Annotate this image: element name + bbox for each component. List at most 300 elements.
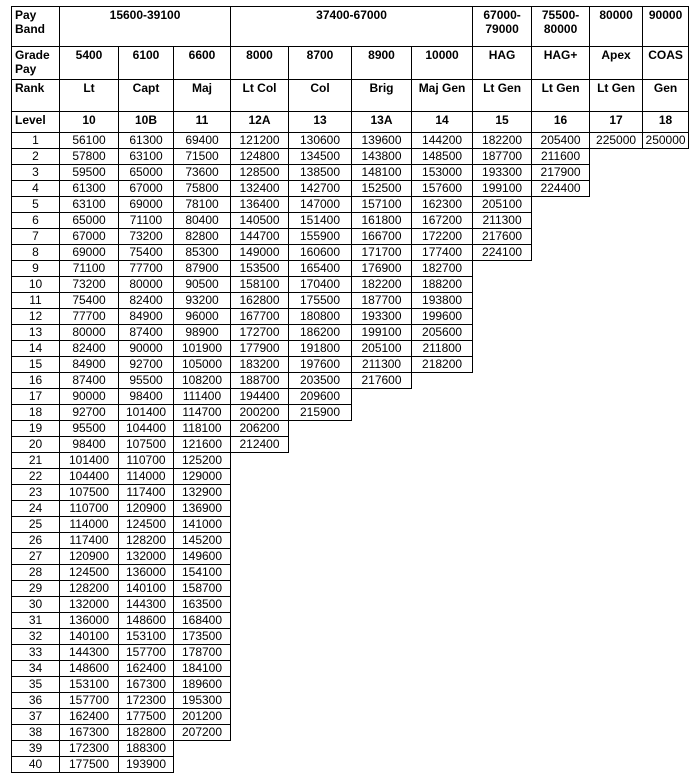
pay-cell: 217600 [473, 229, 532, 245]
empty-cell [352, 613, 412, 629]
table-row [12, 517, 689, 533]
empty-cell [352, 485, 412, 501]
table-row [12, 693, 689, 709]
pay-cell: 211300 [473, 213, 532, 229]
pay-band-row [12, 7, 689, 47]
grade-pay-row [12, 47, 689, 80]
empty-cell [532, 757, 590, 773]
pay-cell: 108200 [174, 373, 231, 389]
empty-cell [532, 517, 590, 533]
pay-cell: 69400 [174, 133, 231, 149]
empty-cell [412, 373, 473, 389]
pay-cell: 82800 [174, 229, 231, 245]
row-index: 19 [12, 421, 60, 437]
empty-cell [412, 437, 473, 453]
empty-cell [643, 437, 689, 453]
level-cell: 13A [352, 112, 412, 133]
pay-cell: 65000 [60, 213, 119, 229]
row-index: 26 [12, 533, 60, 549]
empty-cell [532, 389, 590, 405]
empty-cell [352, 453, 412, 469]
table-row [12, 421, 689, 437]
level-cell: 10B [119, 112, 174, 133]
table-row [12, 645, 689, 661]
table-row [12, 597, 689, 613]
empty-cell [473, 709, 532, 725]
pay-cell: 96000 [174, 309, 231, 325]
pay-cell: 211300 [352, 357, 412, 373]
pay-cell: 136400 [231, 197, 289, 213]
pay-cell: 59500 [60, 165, 119, 181]
empty-cell [643, 581, 689, 597]
empty-cell [643, 613, 689, 629]
table-row [12, 293, 689, 309]
empty-cell [412, 581, 473, 597]
pay-cell: 157600 [412, 181, 473, 197]
table-row [12, 325, 689, 341]
empty-cell [473, 309, 532, 325]
pay-cell: 92700 [119, 357, 174, 373]
pay-cell: 140100 [60, 629, 119, 645]
row-index: 7 [12, 229, 60, 245]
empty-cell [473, 469, 532, 485]
empty-cell [643, 293, 689, 309]
empty-cell [352, 469, 412, 485]
pay-cell: 98400 [119, 389, 174, 405]
empty-cell [643, 277, 689, 293]
empty-cell [289, 421, 352, 437]
empty-cell [289, 517, 352, 533]
empty-cell [231, 453, 289, 469]
empty-cell [643, 469, 689, 485]
pay-cell: 176900 [352, 261, 412, 277]
row-index: 1 [12, 133, 60, 149]
empty-cell [643, 357, 689, 373]
empty-cell [352, 581, 412, 597]
table-row [12, 277, 689, 293]
empty-cell [643, 181, 689, 197]
table-row [12, 677, 689, 693]
pay-cell: 118100 [174, 421, 231, 437]
empty-cell [590, 517, 643, 533]
empty-cell [473, 485, 532, 501]
level-cell: 18 [643, 112, 689, 133]
empty-cell [352, 437, 412, 453]
table-row [12, 197, 689, 213]
empty-cell [412, 661, 473, 677]
pay-cell: 203500 [289, 373, 352, 389]
pay-cell: 138500 [289, 165, 352, 181]
empty-cell [231, 549, 289, 565]
empty-cell [473, 549, 532, 565]
pay-cell: 105000 [174, 357, 231, 373]
empty-cell [473, 757, 532, 773]
grade-pay-cell: Apex [590, 47, 643, 80]
empty-cell [352, 405, 412, 421]
empty-cell [231, 629, 289, 645]
pay-cell: 144300 [119, 597, 174, 613]
pay-cell: 162400 [60, 709, 119, 725]
rank-row [12, 80, 689, 112]
pay-cell: 75400 [119, 245, 174, 261]
pay-cell: 195300 [174, 693, 231, 709]
empty-cell [532, 629, 590, 645]
pay-cell: 153000 [412, 165, 473, 181]
pay-cell: 98400 [60, 437, 119, 453]
empty-cell [412, 565, 473, 581]
table-row [12, 549, 689, 565]
pay-cell: 132000 [119, 549, 174, 565]
row-index: 40 [12, 757, 60, 773]
empty-cell [643, 421, 689, 437]
empty-cell [231, 725, 289, 741]
table-row [12, 501, 689, 517]
pay-cell: 92700 [60, 405, 119, 421]
pay-band-cell: 15600-39100 [60, 7, 231, 47]
pay-cell: 215900 [289, 405, 352, 421]
pay-cell: 177500 [119, 709, 174, 725]
empty-cell [643, 149, 689, 165]
pay-cell: 110700 [60, 501, 119, 517]
pay-cell: 206200 [231, 421, 289, 437]
empty-cell [643, 341, 689, 357]
empty-cell [473, 437, 532, 453]
pay-cell: 178700 [174, 645, 231, 661]
pay-cell: 224400 [532, 181, 590, 197]
pay-cell: 200200 [231, 405, 289, 421]
pay-cell: 65000 [119, 165, 174, 181]
empty-cell [590, 245, 643, 261]
pay-cell: 188700 [231, 373, 289, 389]
empty-cell [532, 405, 590, 421]
empty-cell [473, 325, 532, 341]
pay-cell: 148600 [60, 661, 119, 677]
grade-pay-cell: 5400 [60, 47, 119, 80]
pay-cell: 107500 [60, 485, 119, 501]
empty-cell [643, 597, 689, 613]
empty-cell [532, 533, 590, 549]
row-index: 35 [12, 677, 60, 693]
grade-pay-cell: 6600 [174, 47, 231, 80]
empty-cell [352, 501, 412, 517]
row-index: 22 [12, 469, 60, 485]
pay-cell: 73200 [60, 277, 119, 293]
empty-cell [473, 565, 532, 581]
pay-cell: 114000 [60, 517, 119, 533]
row-index: 18 [12, 405, 60, 421]
pay-cell: 128200 [60, 581, 119, 597]
empty-cell [412, 741, 473, 757]
empty-cell [532, 261, 590, 277]
empty-cell [590, 597, 643, 613]
empty-cell [643, 325, 689, 341]
pay-cell: 77700 [60, 309, 119, 325]
grade-pay-cell: 6100 [119, 47, 174, 80]
pay-cell: 197600 [289, 357, 352, 373]
pay-cell: 93200 [174, 293, 231, 309]
empty-cell [643, 517, 689, 533]
pay-cell: 167300 [60, 725, 119, 741]
row-index: 15 [12, 357, 60, 373]
pay-cell: 143800 [352, 149, 412, 165]
row-index: 34 [12, 661, 60, 677]
empty-cell [412, 533, 473, 549]
pay-cell: 147000 [289, 197, 352, 213]
empty-cell [590, 565, 643, 581]
pay-cell: 61300 [60, 181, 119, 197]
empty-cell [590, 485, 643, 501]
empty-cell [590, 277, 643, 293]
rank-cell: Lt Gen [473, 80, 532, 112]
empty-cell [643, 677, 689, 693]
empty-cell [289, 741, 352, 757]
empty-cell [590, 757, 643, 773]
pay-cell: 218200 [412, 357, 473, 373]
empty-cell [643, 245, 689, 261]
level-cell: 10 [60, 112, 119, 133]
empty-cell [289, 757, 352, 773]
table-row [12, 261, 689, 277]
empty-cell [473, 629, 532, 645]
pay-cell: 205100 [473, 197, 532, 213]
empty-cell [289, 581, 352, 597]
empty-cell [532, 741, 590, 757]
empty-cell [352, 629, 412, 645]
pay-cell: 120900 [119, 501, 174, 517]
empty-cell [532, 197, 590, 213]
row-index: 38 [12, 725, 60, 741]
empty-cell [352, 597, 412, 613]
table-row [12, 341, 689, 357]
empty-cell [643, 213, 689, 229]
row-index: 20 [12, 437, 60, 453]
rank-cell: Maj [174, 80, 231, 112]
pay-cell: 95500 [119, 373, 174, 389]
row-index: 6 [12, 213, 60, 229]
pay-cell: 168400 [174, 613, 231, 629]
table-row [12, 181, 689, 197]
pay-matrix-container [11, 6, 689, 773]
pay-cell: 128200 [119, 533, 174, 549]
pay-cell: 101900 [174, 341, 231, 357]
pay-cell: 188200 [412, 277, 473, 293]
empty-cell [412, 757, 473, 773]
empty-cell [231, 757, 289, 773]
empty-cell [412, 629, 473, 645]
empty-cell [289, 501, 352, 517]
empty-cell [643, 645, 689, 661]
pay-cell: 128500 [231, 165, 289, 181]
empty-cell [412, 453, 473, 469]
rank-cell: Brig [352, 80, 412, 112]
empty-cell [352, 517, 412, 533]
pay-cell: 193300 [473, 165, 532, 181]
pay-cell: 139600 [352, 133, 412, 149]
pay-cell: 163500 [174, 597, 231, 613]
empty-cell [643, 389, 689, 405]
row-index: 29 [12, 581, 60, 597]
empty-cell [352, 661, 412, 677]
grade-pay-cell: 8000 [231, 47, 289, 80]
empty-cell [352, 741, 412, 757]
pay-cell: 205600 [412, 325, 473, 341]
empty-cell [352, 725, 412, 741]
rank-cell: Col [289, 80, 352, 112]
pay-cell: 84900 [119, 309, 174, 325]
pay-cell: 63100 [119, 149, 174, 165]
pay-cell: 124500 [119, 517, 174, 533]
pay-cell: 199100 [473, 181, 532, 197]
empty-cell [532, 581, 590, 597]
pay-cell: 85300 [174, 245, 231, 261]
pay-cell: 155900 [289, 229, 352, 245]
pay-cell: 82400 [60, 341, 119, 357]
empty-cell [590, 741, 643, 757]
pay-cell: 171700 [352, 245, 412, 261]
pay-cell: 87400 [119, 325, 174, 341]
table-row [12, 533, 689, 549]
pay-cell: 78100 [174, 197, 231, 213]
empty-cell [412, 501, 473, 517]
table-row [12, 565, 689, 581]
empty-cell [532, 213, 590, 229]
empty-cell [412, 725, 473, 741]
rank-cell: Gen [643, 80, 689, 112]
pay-cell: 71500 [174, 149, 231, 165]
table-row [12, 757, 689, 773]
empty-cell [590, 437, 643, 453]
pay-cell: 180800 [289, 309, 352, 325]
empty-cell [289, 597, 352, 613]
pay-cell: 183200 [231, 357, 289, 373]
table-row [12, 389, 689, 405]
empty-cell [532, 293, 590, 309]
table-row [12, 629, 689, 645]
pay-cell: 177400 [412, 245, 473, 261]
pay-cell: 172300 [119, 693, 174, 709]
pay-cell: 69000 [119, 197, 174, 213]
empty-cell [643, 501, 689, 517]
pay-cell: 80400 [174, 213, 231, 229]
empty-cell [231, 597, 289, 613]
empty-cell [643, 725, 689, 741]
row-index: 33 [12, 645, 60, 661]
empty-cell [412, 693, 473, 709]
empty-cell [590, 501, 643, 517]
empty-cell [532, 245, 590, 261]
empty-cell [532, 421, 590, 437]
empty-cell [289, 565, 352, 581]
empty-cell [590, 693, 643, 709]
empty-cell [590, 213, 643, 229]
empty-cell [532, 725, 590, 741]
row-index: 23 [12, 485, 60, 501]
row-index: 25 [12, 517, 60, 533]
table-row [12, 437, 689, 453]
pay-cell: 162800 [231, 293, 289, 309]
pay-cell: 124800 [231, 149, 289, 165]
pay-cell: 75400 [60, 293, 119, 309]
empty-cell [590, 405, 643, 421]
empty-cell [643, 261, 689, 277]
empty-cell [473, 421, 532, 437]
pay-cell: 153100 [119, 629, 174, 645]
pay-cell: 114700 [174, 405, 231, 421]
pay-cell: 71100 [60, 261, 119, 277]
empty-cell [289, 629, 352, 645]
empty-cell [352, 389, 412, 405]
empty-cell [352, 565, 412, 581]
table-row [12, 309, 689, 325]
pay-cell: 166700 [352, 229, 412, 245]
empty-cell [473, 517, 532, 533]
pay-cell: 95500 [60, 421, 119, 437]
empty-cell [590, 549, 643, 565]
pay-cell: 191800 [289, 341, 352, 357]
empty-cell [532, 693, 590, 709]
empty-cell [590, 725, 643, 741]
empty-cell [231, 645, 289, 661]
empty-cell [643, 661, 689, 677]
empty-cell [473, 693, 532, 709]
empty-cell [590, 629, 643, 645]
pay-cell: 149600 [174, 549, 231, 565]
empty-cell [289, 709, 352, 725]
pay-cell: 80000 [60, 325, 119, 341]
empty-cell [412, 485, 473, 501]
empty-cell [289, 469, 352, 485]
table-row [12, 741, 689, 757]
empty-cell [231, 565, 289, 581]
pay-cell: 61300 [119, 133, 174, 149]
grade-pay-cell: 8900 [352, 47, 412, 80]
rank-label: Rank [12, 80, 60, 112]
empty-cell [412, 469, 473, 485]
empty-cell [289, 453, 352, 469]
row-index: 5 [12, 197, 60, 213]
row-index: 12 [12, 309, 60, 325]
empty-cell [590, 293, 643, 309]
pay-cell: 157100 [352, 197, 412, 213]
table-row [12, 709, 689, 725]
empty-cell [643, 309, 689, 325]
empty-cell [231, 661, 289, 677]
empty-cell [532, 549, 590, 565]
empty-cell [590, 149, 643, 165]
pay-cell: 124500 [60, 565, 119, 581]
row-index: 30 [12, 597, 60, 613]
pay-matrix-body [12, 7, 689, 773]
table-row [12, 213, 689, 229]
empty-cell [590, 325, 643, 341]
pay-cell: 217900 [532, 165, 590, 181]
empty-cell [412, 709, 473, 725]
pay-band-cell: 75500-80000 [532, 7, 590, 47]
empty-cell [590, 181, 643, 197]
pay-cell: 132900 [174, 485, 231, 501]
empty-cell [289, 613, 352, 629]
empty-cell [590, 677, 643, 693]
pay-cell: 63100 [60, 197, 119, 213]
empty-cell [289, 645, 352, 661]
empty-cell [174, 741, 231, 757]
row-index: 36 [12, 693, 60, 709]
empty-cell [289, 533, 352, 549]
pay-band-cell: 80000 [590, 7, 643, 47]
row-index: 4 [12, 181, 60, 197]
empty-cell [473, 677, 532, 693]
empty-cell [643, 405, 689, 421]
